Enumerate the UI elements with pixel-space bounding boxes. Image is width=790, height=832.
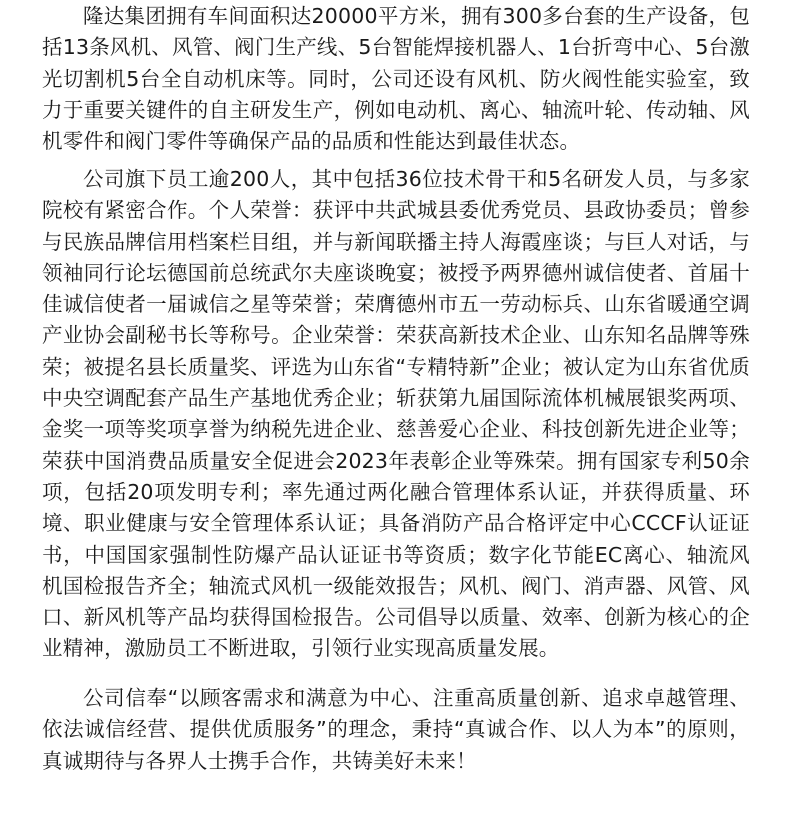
paragraph-philosophy: 公司信奉“以顾客需求和满意为中心、注重高质量创新、追求卓越管理、依法诚信经营、提供优质服务”的理念，秉持“真诚合作、以人为本”的原则，真诚期待与各界人士携手合作，共铸美好未来！ [42, 686, 750, 773]
paragraph-staff-and-honors: 公司旗下员工逾200人，其中包括36位技术骨干和5名研发人员，与多家院校有紧密合作。个人荣誉：获评中共武城县委优秀党员、县政协委员；曾参与民族品牌信用档案栏目组，并与新闻联播主持人海霞座谈；与巨人对话，与领袖同行论坛德国前总统武尔夫座谈晚宴；被授予两界德州诚信使者、首届十佳诚信使者一届诚信之星等荣誉；荣膺德州市五一劳动标兵、山东省暖通空调产业协会副秘书长等称号。企业荣誉：荣获高新技术企业、山东知名品牌等殊荣；被提名县长质量奖、评选为山东省“专精特新”企业；被认定为山东省优质中央空调配套产品生产基地优秀企业；斩获第九届国际流体机械展银奖两项、金奖一项等奖项享誉为纳税先进企业、慈善爱心企业、科技创新先进企业等；荣获中国消费品质量安全促进会2023年表彰企业等殊荣。拥有国家专利50余项，包括20项发明专利；率先通过两化融合管理体系认证，并获得质量、环境、职业健康与安全管理体系认证；具备消防产品合格评定中心CCCF认证证书，中国国家强制性防爆产品认证证书等资质；数字化节能EC离心、轴流风机国检报告齐全；轴流式风机一级能效报告；风机、阀门、消声器、风管、风口、新风机等产品均获得国检报告。公司倡导以质量、效率、创新为核心的企业精神，激励员工不断进取，引领行业实现高质量发展。 [42, 167, 750, 661]
paragraph-facilities: 隆达集团拥有车间面积达20000平方米，拥有300多台套的生产设备，包括13条风机、风管、阀门生产线、5台智能焊接机器人、1台折弯中心、5台激光切割机5台全自动机床等。同时，公司还设有风机、防火阀性能实验室，致力于重要关键件的自主研发生产，例如电动机、离心、轴流叶轮、传动轴、风机零件和阀门零件等确保产品的品质和性能达到最佳状态。 [42, 4, 750, 154]
